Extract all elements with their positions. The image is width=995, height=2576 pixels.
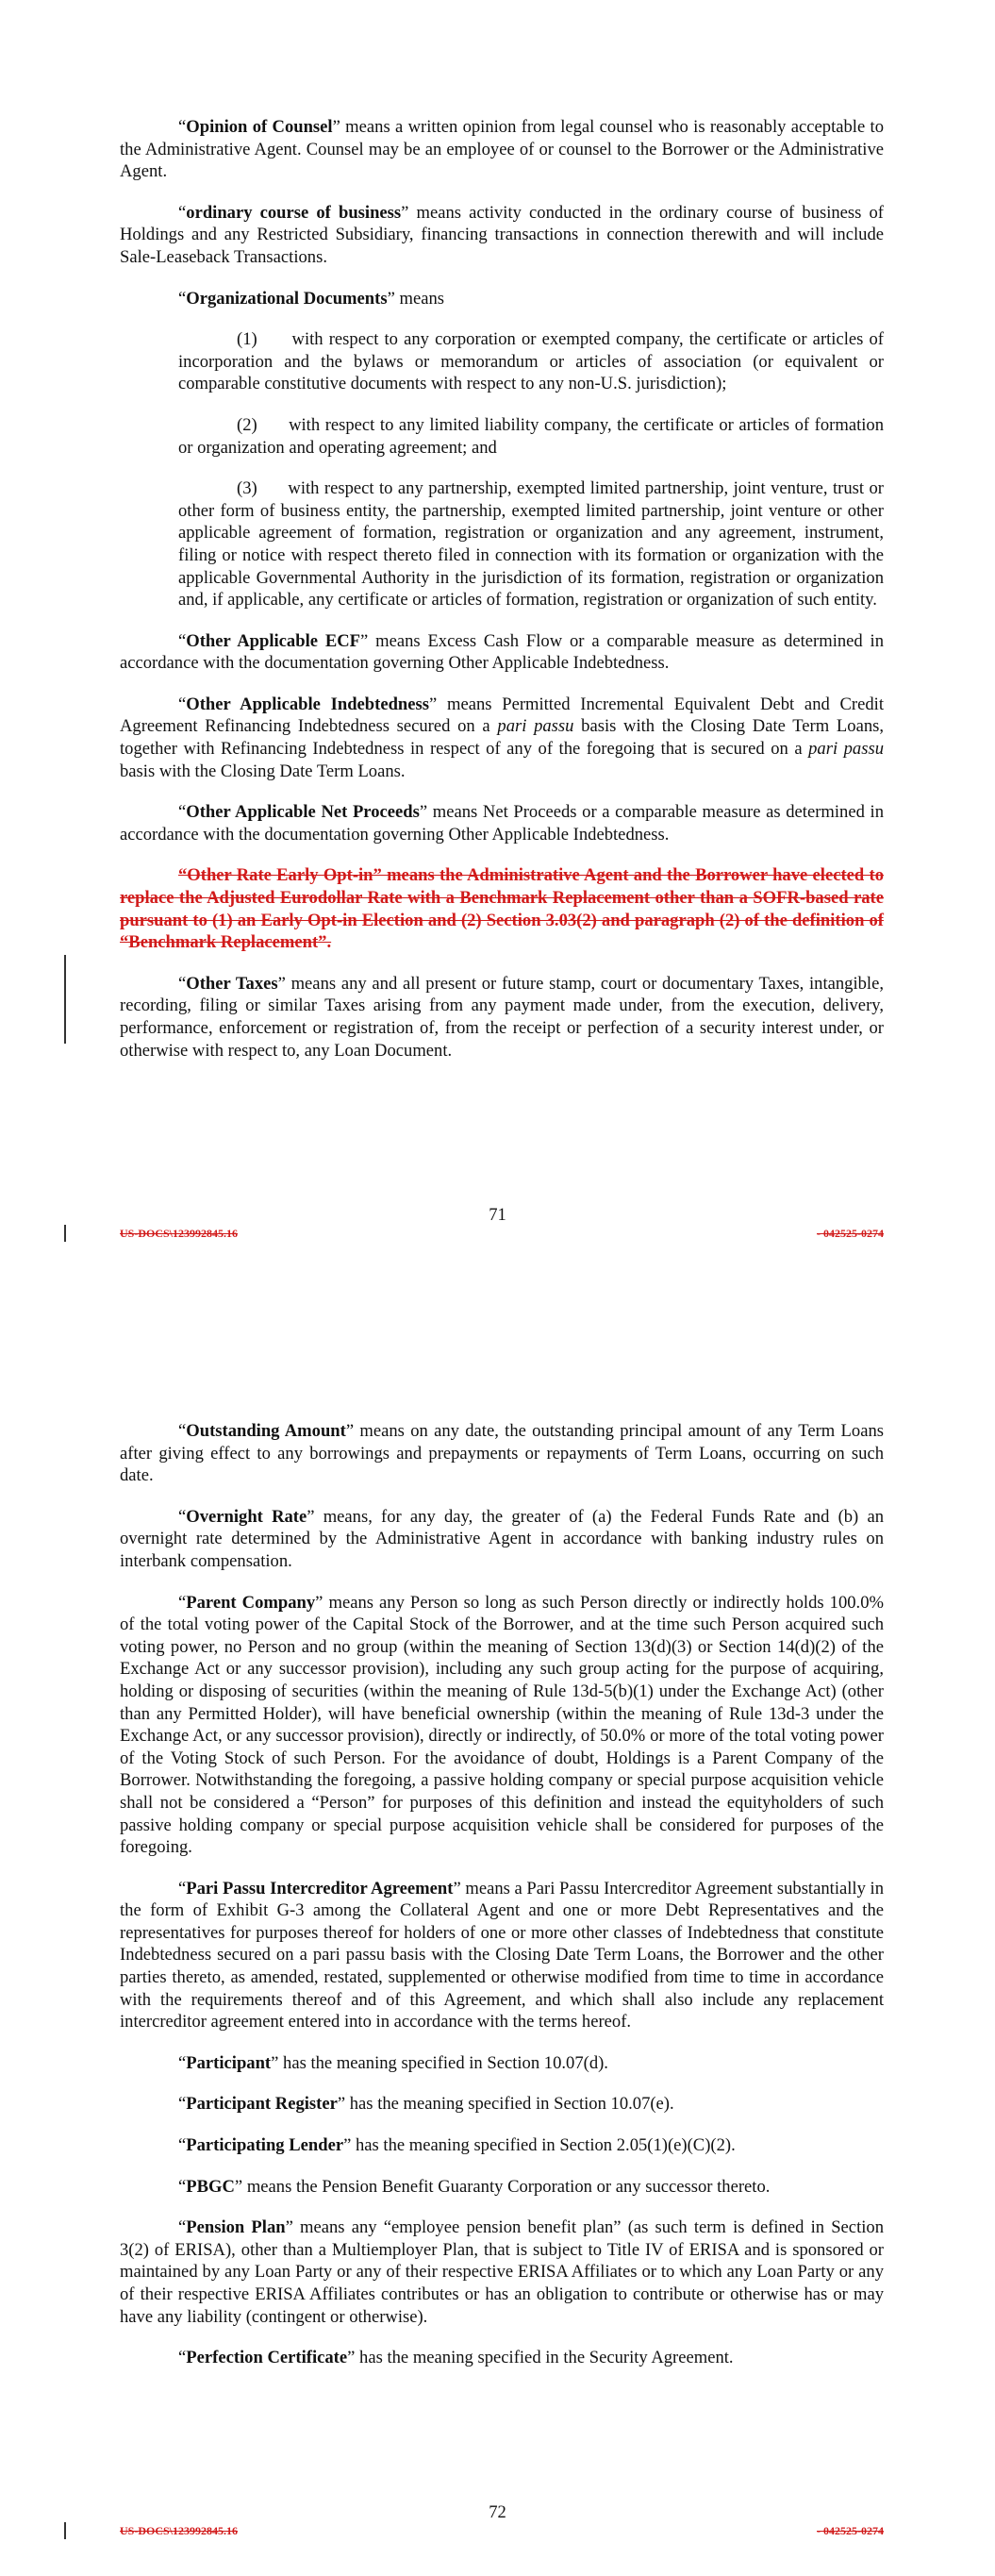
- footer-change-bar: [64, 1225, 66, 1242]
- definition-participant: “Participant” has the meaning specified in Section 10.07(d).: [178, 2052, 608, 2073]
- page-72: [0, 1316, 995, 2576]
- footer-change-bar: [64, 2522, 66, 2539]
- change-bar: [64, 955, 66, 1044]
- defined-term: Overnight Rate: [186, 1506, 307, 1527]
- definition-overnight-rate: “Overnight Rate” means, for any day, the greater of (a) the Federal Funds Rate and (b) an overnight rate determined by the Administrative Agent in accordance with banking industry rules on interbank compensation.: [120, 1506, 885, 1571]
- definition-pari-passu-intercreditor-agreement: “Pari Passu Intercreditor Agreement” means a Pari Passu Intercreditor Agreement substantially in the form of Exhibit G-3 among the Collateral Agent and one or more Debt Representatives and the representatives for purposes thereof for holders of one or more other classes of Indebtedness that constitute Indebtedness secured on a pari passu basis with the Closing Date Term Loans, the Borrower and the other parties thereto, as amended, restated, supplemented or otherwise modified from time to time in accordance with the requirements thereof and of this Agreement, and which shall also include any replacement intercreditor agreement entered into in accordance with the terms hereof.: [120, 1878, 884, 2032]
- definition-participating-lender: “Participating Lender” has the meaning specified in Section 2.05(1)(e)(C)(2).: [178, 2135, 736, 2156]
- definition-pension-plan: “Pension Plan” means any “employee pension benefit plan” (as such term is defined in Section 3(2) of ERISA), other than a Multiemployer Plan, that is subject to Title IV of ERISA and is sponsored or maintained by any Loan Party or any of their respective ERISA Affiliates or to which any Loan Party or any of their respective ERISA Affiliates contributes or has an obligation to contribute or otherwise has or may have any liability (contingent or otherwise).: [120, 2217, 884, 2327]
- definition-opinion-of-counsel: “Opinion of Counsel” means a written opinion from legal counsel who is reasonably acceptable to the Administrative Agent. Counsel may be an employee of or counsel to the Borrower or the Administrative Agent.: [120, 117, 884, 182]
- definition-other-applicable-net-proceeds: “Other Applicable Net Proceeds” means Net Proceeds or a comparable measure as determined in accordance with the documentation governing Other Applicable Indebtedness.: [120, 802, 884, 845]
- defined-term: Other Applicable Net Proceeds: [186, 802, 420, 823]
- footer-doc-number: - 042525-0274: [817, 2524, 884, 2537]
- defined-term: Parent Company: [186, 1592, 316, 1613]
- organizational-documents-item-2: (2) with respect to any limited liability company, the certificate or articles of formation or organization and operating agreement; and: [178, 414, 884, 458]
- defined-term: Opinion of Counsel: [186, 117, 333, 137]
- page-72-body: [120, 1420, 884, 2388]
- defined-term: ordinary course of business: [186, 202, 402, 223]
- footer-doc-id: US-DOCS\123992845.16: [120, 2524, 239, 2537]
- definition-participant-register: “Participant Register” has the meaning specified in Section 10.07(e).: [178, 2094, 674, 2115]
- organizational-documents-item-1: (1) with respect to any corporation or exempted company, the certificate or articles of incorporation and the bylaws or memorandum or articles of association (or equivalent or comparable constitutive documents with respect to any non-U.S. jurisdiction);: [178, 329, 884, 394]
- defined-term: Participating Lender: [186, 2135, 344, 2156]
- definition-perfection-certificate: “Perfection Certificate” has the meaning specified in the Security Agreement.: [178, 2348, 734, 2368]
- defined-term: Pari Passu Intercreditor Agreement: [186, 1878, 454, 1899]
- definition-other-applicable-ecf: “Other Applicable ECF” means Excess Cash Flow or a comparable measure as determined in accordance with the documentation governing Other Applicable Indebtedness.: [120, 630, 884, 674]
- definition-parent-company: “Parent Company” means any Person so long as such Person directly or indirectly holds 100.0% of the total voting power of the Capital Stock of the Borrower, and at the time such Person acquired such voting power, no Person and no group (within the meaning of Section 13(d)(3) or Section 14(d)(2) of the Exchange Act or any successor provision), including any such group acting for the purpose of acquiring, holding or disposing of securities (within the meaning of Rule 13d-5(b)(1) under the Exchange Act) (other than any Permitted Holder), will have beneficial ownership (within the meaning of Rule 13d-3 under the Exchange Act, or any successor provision), directly or indirectly, of 50.0% or more of the total voting power of the Voting Stock of such Person. For the avoidance of doubt, Holdings is a Parent Company of the Borrower. Notwithstanding the foregoing, a passive holding company or special purpose acquisition vehicle shall not be considered a “Person” for purposes of this definition and instead the equityholders of such passive holding company or special purpose acquisition vehicle shall be considered for purposes of the foregoing.: [120, 1592, 884, 1858]
- definition-outstanding-amount: “Outstanding Amount” means on any date, the outstanding principal amount of any Term Loans after giving effect to any borrowings and prepayments or repayments of Term Loans, occurring on such date.: [120, 1421, 885, 1486]
- defined-term: Pension Plan: [186, 2217, 286, 2238]
- defined-term: Perfection Certificate: [186, 2348, 348, 2368]
- deleted-definition-other-rate-early-opt-in: “Other Rate Early Opt-in” means the Administrative Agent and the Borrower have elected to replace the Adjusted Eurodollar Rate with a Benchmark Replacement other than a SOFR-based rate pursuant to (1) an Early Opt-in Election and (2) Section 3.03(2) and paragraph (2) of the definition of “Benchmark Replacement”.: [120, 865, 884, 953]
- page-number: 72: [489, 2502, 506, 2522]
- footer-doc-id: US-DOCS\123992845.16: [120, 1227, 239, 1240]
- defined-term: Other Applicable ECF: [186, 630, 361, 651]
- defined-term: Other Taxes: [186, 973, 278, 994]
- page-71-body: [120, 116, 884, 1080]
- definition-organizational-documents: “Organizational Documents” means: [178, 288, 444, 309]
- defined-term: Participant Register: [186, 2094, 338, 2115]
- organizational-documents-item-3: (3) with respect to any partnership, exempted limited partnership, joint venture, trust or other form of business entity, the partnership, exempted limited partnership, joint venture or other applicable agreement of formation, registration or organization and any agreement, instrument, filing or notice with respect thereto filed in connection with its formation or organization with the applicable Governmental Authority in the jurisdiction of its formation, registration or organization and, if applicable, any certificate or articles of formation, registration or organization of such entity.: [178, 478, 884, 611]
- defined-term: Outstanding Amount: [186, 1421, 346, 1441]
- defined-term: Participant: [186, 2052, 272, 2073]
- defined-term: Organizational Documents: [186, 288, 388, 309]
- definition-pbgc: “PBGC” means the Pension Benefit Guaranty Corporation or any successor thereto.: [178, 2176, 771, 2197]
- defined-term: PBGC: [186, 2176, 235, 2197]
- definition-ordinary-course-of-business: “ordinary course of business” means activity conducted in the ordinary course of business of Holdings and any Restricted Subsidiary, financing transactions in connection therewith and will include Sale-Leaseback Transactions.: [120, 202, 884, 267]
- defined-term: Other Applicable Indebtedness: [186, 694, 429, 714]
- definition-other-applicable-indebtedness: “Other Applicable Indebtedness” means Permitted Incremental Equivalent Debt and Credit Agreement Refinancing Indebtedness secured on a pari passu basis with the Closing Date Term Loans, together with Refinancing Indebtedness in respect of any of the foregoing that is secured on a pari passu basis with the Closing Date Term Loans.: [120, 694, 884, 781]
- definition-other-taxes: “Other Taxes” means any and all present or future stamp, court or documentary Taxes, intangible, recording, filing or similar Taxes arising from any payment made under, from the execution, delivery, performance, enforcement or registration of, from the receipt or perfection of a security interest under, or otherwise with respect to, any Loan Document.: [120, 973, 884, 1061]
- page-number: 71: [489, 1205, 506, 1225]
- footer-doc-number: - 042525-0274: [817, 1227, 884, 1240]
